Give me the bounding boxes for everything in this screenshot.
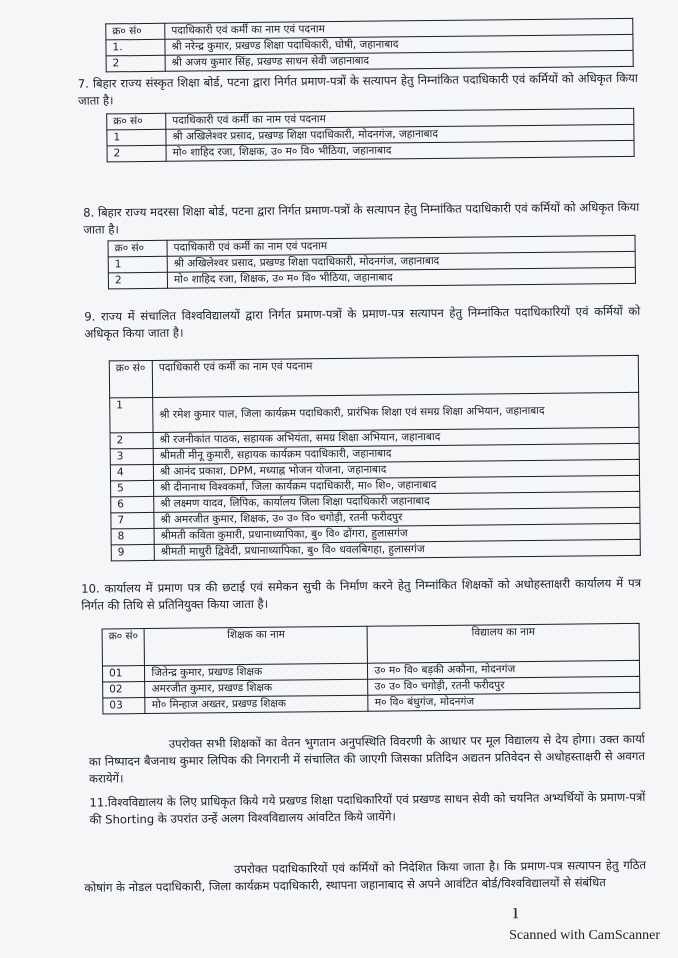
- col-name-header: पदाधिकारी एवं कर्मी का नाम एवं पदनाम: [152, 355, 638, 397]
- col-name-header: पदाधिकारी एवं कर्मी का नाम एवं पदनाम: [166, 108, 634, 129]
- table-officials-1: [105, 18, 633, 73]
- col-serial-header: क्र० सं०: [106, 23, 165, 40]
- cell-name: श्री आनंद प्रकाश, DPM, मध्याह्न भोजन योजना, जहानाबाद: [153, 459, 639, 480]
- cell-name: श्री अजय कुमार सिंह, प्रखण्ड साधन सेवी जहानाबाद: [165, 50, 633, 71]
- cell-school: उ० उ० वि० चगोड़ी, रतनी फरीदपुर: [368, 676, 640, 695]
- section-8-text: 8. बिहार राज्य मदरसा शिक्षा बोर्ड, पटना द्वारा निर्गत प्रमाण-पत्रों के सत्यापन हेतु निम्नांकित पदाधिकारी एवं कर्मियों को अधिकृत किया जाता है।: [83, 199, 640, 237]
- col-school-header: विद्यालय का नाम: [367, 623, 639, 663]
- cell-serial: 2: [106, 55, 165, 72]
- cell-serial: 4: [110, 464, 153, 480]
- cell-teacher: अमरजीत कुमार, प्रखण्ड शिक्षक: [145, 679, 368, 697]
- table-officials-2: [106, 108, 634, 163]
- col-serial-header: क्र० सं०: [107, 113, 166, 130]
- signature-mark: ı: [512, 898, 519, 924]
- section-10-text: 10. कार्यालय में प्रमाण पत्र की छटाई एवं समेकन सुची के निर्माण करने हेतु निम्नांकित शिक्षकों को अधोहस्ताक्षरी कार्यालय में पत्र निर्गत की तिथि से प्रतिनियुक्त किया जाता है।: [81, 575, 642, 613]
- col-serial-header: क्र० सं०: [102, 629, 145, 666]
- cell-serial: 1: [110, 397, 153, 432]
- cell-name: श्री अखिलेश्वर प्रसाद, प्रखण्ड शिक्षा पदाधिकारी, मोदनगंज, जहानाबाद: [166, 124, 634, 145]
- cell-name: श्री नरेन्द्र कुमार, प्रखण्ड शिक्षा पदाधिकारी, घोषी, जहानाबाद: [165, 34, 633, 55]
- cell-serial: 9: [111, 544, 154, 560]
- cell-serial: 8: [111, 528, 154, 544]
- col-serial-header: क्र० सं०: [109, 360, 152, 397]
- cell-name: श्रीमती कविता कुमारी, प्रधानाध्यापिका, बु० वि० ढोंगरा, हुलासगंज: [154, 523, 640, 544]
- cell-teacher: जितेन्द्र कुमार, प्रखण्ड शिक्षक: [145, 663, 368, 681]
- table-officials-3: [108, 235, 636, 290]
- cell-name: श्री अमरजीत कुमार, शिक्षक, उ० उ० वि० चगोड़ी, रतनी फरीदपुर: [154, 507, 640, 528]
- table-teachers: [102, 623, 641, 715]
- cell-serial: 5: [111, 480, 154, 496]
- cell-serial: 2: [110, 432, 153, 448]
- cell-serial: 7: [111, 512, 154, 528]
- section-11-text: 11.विश्वविद्यालय के लिए प्राधिकृत किये गये प्रखण्ड शिक्षा पदाधिकारियों एवं प्रखण्ड साधन सेवी को चयनित अभ्यर्थियों के प्रमाण-पत्रों की Shorting के उपरांत उन्हें अलग विश्वविद्यालय आंवटित किये जायेंगे।: [89, 789, 646, 827]
- cell-serial: 1: [107, 129, 166, 146]
- cell-serial: 2: [107, 145, 166, 162]
- cell-serial: 6: [111, 496, 154, 512]
- table-header-row: [102, 623, 639, 666]
- section-7-text: 7. बिहार राज्य संस्कृत शिक्षा बोर्ड, पटना द्वारा निर्गत प्रमाण-पत्रों के सत्यापन हेतु निम्नांकित पदाधिकारी एवं कर्मियों को अधिकृत किया जाता है।: [77, 70, 638, 108]
- cell-name: श्री रमेश कुमार पाल, जिला कार्यक्रम पदाधिकारी, प्रारंभिक शिक्षा एवं समग्र शिक्षा अभियान, जहानाबाद: [153, 392, 639, 432]
- col-name-header: पदाधिकारी एवं कर्मी का नाम एवं पदनाम: [167, 235, 635, 256]
- cell-serial: 01: [102, 666, 145, 682]
- table-university-officials: [109, 355, 641, 562]
- paragraph-instructions: उपरोक्त पदाधिकारियों एवं कर्मियों को निदेशित किया जाता है। कि प्रमाण-पत्र सत्यापन हेतु गठित कोषांग के नोडल पदाधिकारी, जिला कार्यक्रम पदाधिकारी, स्थापना जहानाबाद से अपने आवंटित बोर्ड/विश्वविद्यालयों से संबंधित: [84, 857, 647, 895]
- cell-name: मो० शाहिद रजा, शिक्षक, उ० म० वि० भीठिया, जहानाबाद: [166, 140, 634, 161]
- col-serial-header: क्र० सं०: [108, 240, 167, 257]
- cell-name: मो० शाहिद रजा, शिक्षक, उ० म० वि० भीठिया, जहानाबाद: [167, 267, 635, 288]
- scanner-watermark: Scanned with CamScanner: [509, 928, 660, 943]
- table-header-row: [109, 355, 638, 398]
- cell-serial: 2: [108, 272, 167, 289]
- cell-serial: 02: [103, 682, 146, 698]
- section-9-text: 9. राज्य में संचालित विश्वविद्यालयों द्वारा निर्गत प्रमाण-पत्रों के प्रमाण-पत्र सत्यापन हेतु निम्नांकित पदाधिकारियों एवं कर्मियों को अधिकृत किया जाता है।: [84, 303, 641, 341]
- cell-name: श्री लक्ष्मण यादव, लिपिक, कार्यालय जिला शिक्षा पदाधिकारी जहानाबाद: [154, 491, 640, 512]
- cell-school: म० वि० बंधुगंज, मोदनगंज: [368, 692, 640, 711]
- col-name-header: पदाधिकारी एवं कर्मी का नाम एवं पदनाम: [165, 18, 633, 39]
- cell-serial: 1: [108, 256, 167, 273]
- cell-serial: 3: [110, 448, 153, 464]
- cell-serial: 1.: [106, 39, 165, 56]
- cell-name: श्रीमती मीनू कुमारी, सहायक कार्यक्रम पदाधिकारी, जहानाबाद: [153, 443, 639, 464]
- cell-name: श्री रजनीकांत पाठक, सहायक अभियंता, समग्र शिक्षा अभियान, जहानाबाद: [153, 427, 639, 448]
- cell-name: श्री अखिलेश्वर प्रसाद, प्रखण्ड शिक्षा पदाधिकारी, मोदनगंज, जहानाबाद: [167, 251, 635, 272]
- cell-teacher: मो० मिन्हाज अख्तर, प्रखण्ड शिक्षक: [145, 695, 368, 713]
- table-row: [110, 392, 639, 433]
- cell-serial: 03: [103, 698, 146, 714]
- cell-name: श्रीमती माधुरी द्विवेदी, प्रधानाध्यापिका, बु० वि० धवलबिगहा, हुलासगंज: [154, 539, 640, 560]
- paragraph-salary: उपरोक्त सभी शिक्षकों का वेतन भुगतान अनुपस्थिति विवरणी के आधार पर मूल विद्यालय से देय होगा। उक्त कार्या का निष्पादन बैजनाथ कुमार लिपिक की निगरानी में संचालित की जाएगी जिसका प्रतिदिन अद्यतन प्रतिवेदन से अधोहस्ताक्षरी से अवगत करायेगें।: [88, 731, 646, 786]
- cell-school: उ० म० वि० बड़की अकौना, मोदनगंज: [368, 660, 640, 679]
- col-teacher-header: शिक्षक का नाम: [144, 626, 367, 665]
- cell-name: श्री दीनानाथ विश्वकर्मा, जिला कार्यक्रम पदाधिकारी, मा० शि०, जहानाबाद: [154, 475, 640, 496]
